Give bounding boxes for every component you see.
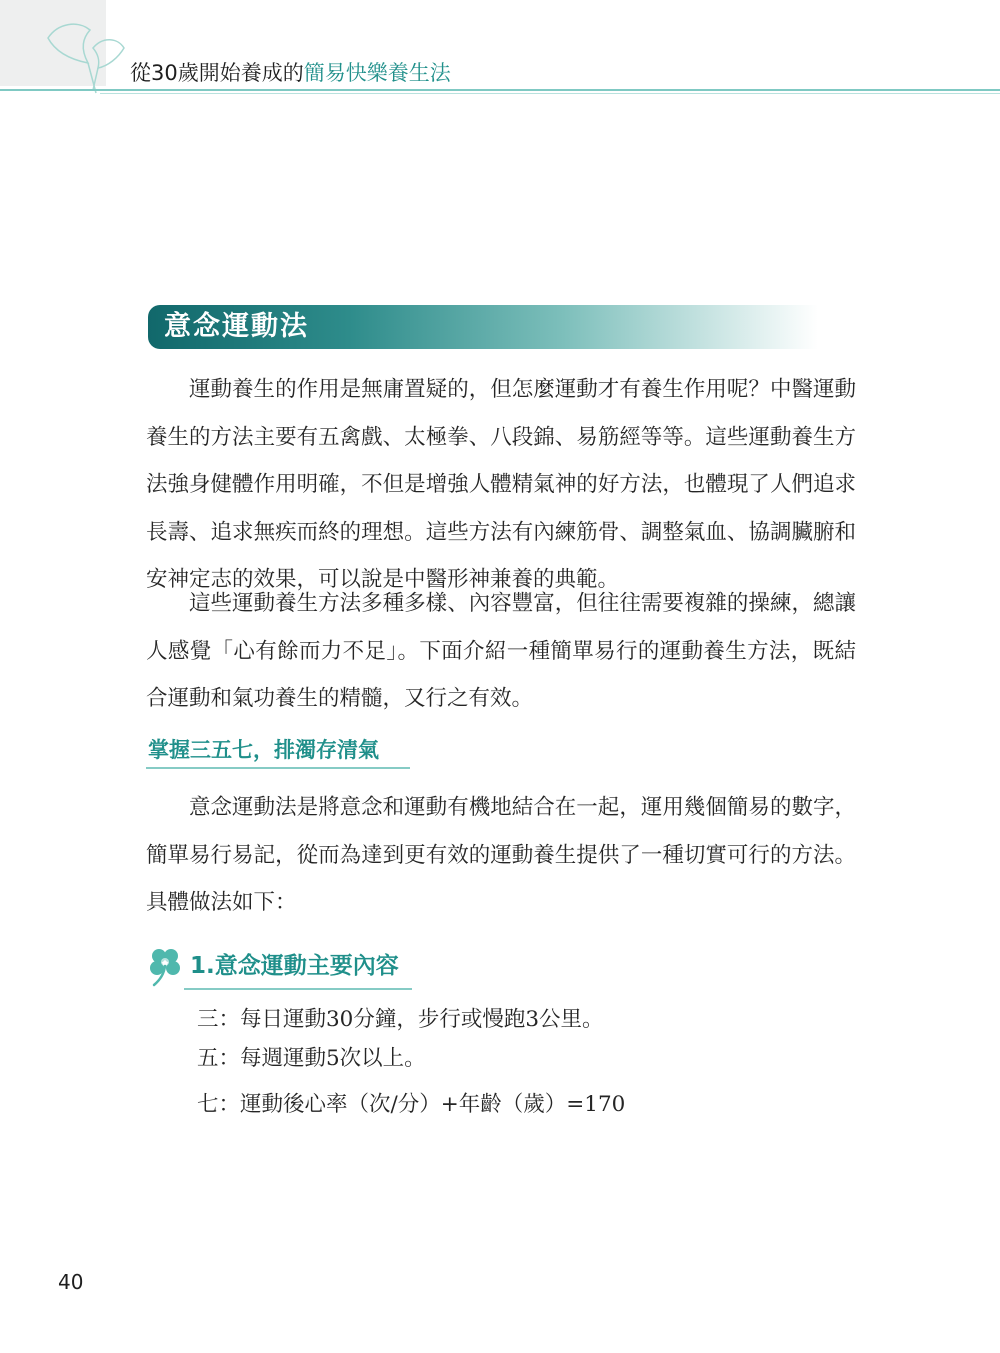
body-paragraph-1: 運動養生的作用是無庸置疑的，但怎麼運動才有養生作用呢？中醫運動養生的方法主要有五禽戲、太極拳、八段錦、易筋經等等。這些運動養生方法強身健體作用明確，不但是增強人體精氣神的好方法，也體現了人們追求長壽、追求無疾而終的理想。這些方法有內練筋骨、調整氣血、協調臟腑和安神定志的效果，可以說是中醫形神兼養的典範。 — [146, 377, 856, 592]
section-title: 意念運動法 — [164, 311, 309, 342]
list-item-seven: 七：運動後心率（次/分）+年齡（歲）=170 — [197, 1092, 626, 1117]
clover-icon — [146, 944, 184, 988]
header-divider — [0, 89, 1000, 91]
header-title-accent: 簡易快樂養生法 — [303, 61, 451, 85]
page-number: 40 — [58, 1270, 84, 1294]
list-title-underline — [184, 988, 412, 990]
subheading: 掌握三五七，排濁存清氣 — [148, 737, 379, 762]
list-item-three: 三：每日運動30分鐘，步行或慢跑3公里。 — [197, 1007, 604, 1032]
list-title: 1.意念運動主要內容 — [190, 953, 399, 979]
body-paragraph-2: 這些運動養生方法多種多樣、內容豐富，但往往需要複雜的操練，總讓人感覺「心有餘而力不足」。下面介紹一種簡單易行的運動養生方法，既結合運動和氣功養生的精髓，又行之有效。 — [146, 591, 856, 711]
header-title-prefix: 從30歲開始養成的 — [130, 61, 304, 85]
list-item-five: 五：每週運動5次以上。 — [197, 1046, 426, 1071]
section-banner — [148, 305, 818, 349]
running-header — [130, 58, 451, 88]
subheading-underline — [146, 767, 410, 769]
header-divider-thin — [100, 93, 1000, 94]
body-paragraph-3: 意念運動法是將意念和運動有機地結合在一起，運用幾個簡易的數字，簡單易行易記，從而為達到更有效的運動養生提供了一種切實可行的方法。具體做法如下： — [146, 795, 856, 915]
ginkgo-leaf-icon — [38, 18, 128, 98]
